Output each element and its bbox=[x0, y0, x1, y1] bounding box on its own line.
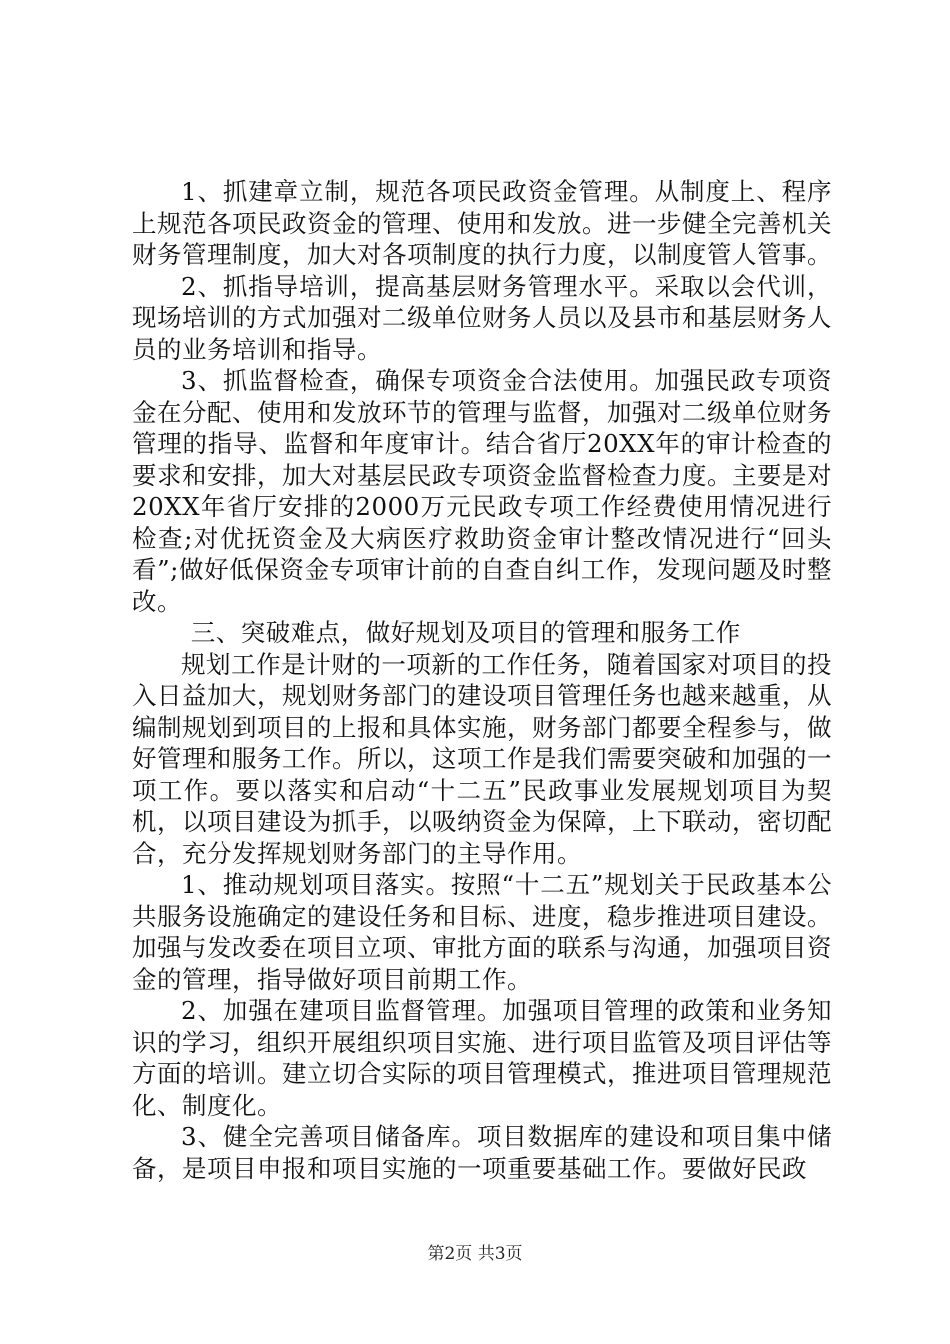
paragraph-planning-intro: 规划工作是计财的一项新的工作任务，随着国家对项目的投入日益加大，规划财务部门的建设项目管理任务也越来越重，从编制规划到项目的上报和具体实施，财务部门都要全程参与，做好管理和服务工作。所以，这项工作是我们需要突破和加强的一项工作。要以落实和启动“十二五”民政事业发展规划项目为契机，以项目建设为抓手，以吸纳资金为保障，上下联动，密切配合，充分发挥规划财务部门的主导作用。 bbox=[132, 649, 832, 868]
paragraph-item-planning-1: 1、推动规划项目落实。按照“十二五”规划关于民政基本公共服务设施确定的建设任务和目标、进度，稳步推进项目建设。加强与发改委在项目立项、审批方面的联系与沟通，加强项目资金的管理，指导做好项目前期工作。 bbox=[132, 870, 832, 994]
paragraph-item-1: 1、抓建章立制，规范各项民政资金管理。从制度上、程序上规范各项民政资金的管理、使用和发放。进一步健全完善机关财务管理制度，加大对各项制度的执行力度，以制度管人管事。 bbox=[132, 177, 832, 269]
page-footer: 第2页 共3页 bbox=[427, 1244, 523, 1264]
paragraph-item-2: 2、抓指导培训，提高基层财务管理水平。采取以会代训，现场培训的方式加强对二级单位财务人员以及县市和基层财务人员的业务培训和指导。 bbox=[132, 271, 832, 364]
document-body bbox=[132, 176, 832, 1184]
paragraph-item-planning-2: 2、加强在建项目监督管理。加强项目管理的政策和业务知识的学习，组织开展组织项目实施、进行项目监管及项目评估等方面的培训。建立切合实际的项目管理模式，推进项目管理规范化、制度化。 bbox=[132, 996, 832, 1120]
paragraph-item-planning-3: 3、健全完善项目储备库。项目数据库的建设和项目集中储备，是项目申报和项目实施的一项重要基础工作。要做好民政 bbox=[132, 1122, 832, 1183]
section-heading: 三、突破难点，做好规划及项目的管理和服务工作 bbox=[190, 618, 741, 647]
paragraph-item-3: 3、抓监督检查，确保专项资金合法使用。加强民政专项资金在分配、使用和发放环节的管理与监督，加强对二级单位财务管理的指导、监督和年度审计。结合省厅20XX年的审计检查的要求和安排，加大对基层民政专项资金监督检查力度。主要是对20XX年省厅安排的2000万元民政专项工作经费使用情况进行检查;对优抚资金及大病医疗救助资金审计整改情况进行“回头看”;做好低保资金专项审计前的自查自纠工作，发现问题及时整改。 bbox=[132, 366, 832, 616]
